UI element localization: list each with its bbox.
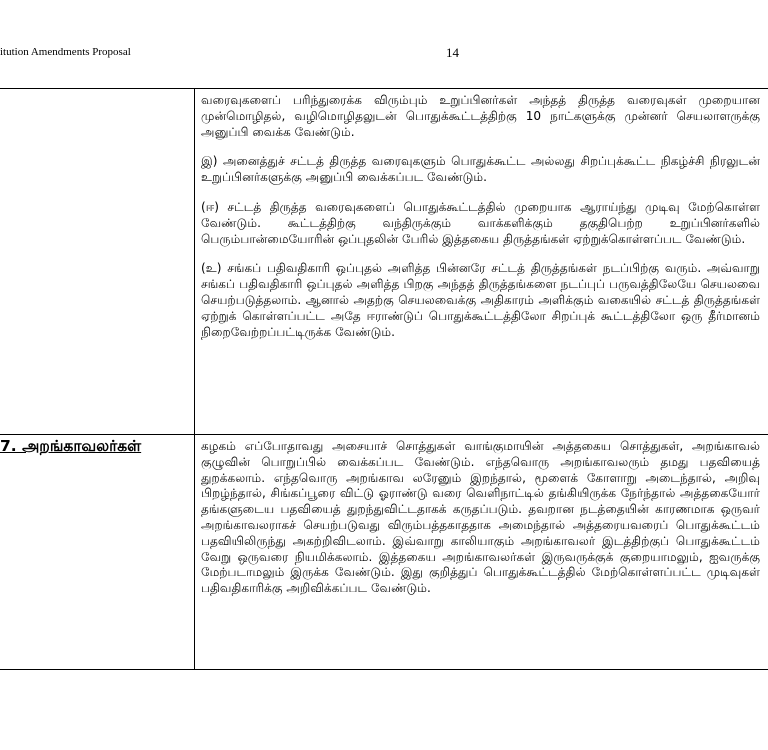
paragraph: (உ) சங்கப் பதிவதிகாரி ஒப்புதல் அளித்த பின்னரே சட்டத் திருத்தங்கள் நடப்பிற்கு வரும். அவ்வாறு சங்கப் பதிவதிகாரி ஒப்புதல் அளித்த பிறகு அந்தத் திருத்தங்களை நடப்புப் பருவத்திலேயே செயலவை செயற்படுத்தலாம். ஆனால் அதற்கு செயலவைக்கு அதிகாரம் அளிக்கும் வகையில் சட்டத் திருத்தங்கள் ஏற்றுக் கொள்ளப்பட்ட அதே ஈராண்டுப் பொதுக்கூட்டத்திலோ சிறப்புக் கூட்டத்திலோ ஒரு தீர்மானம் நிறைவேற்றப்பட்டிருக்க வேண்டும். (201, 261, 760, 339)
section-title (0, 89, 194, 91)
paragraph: வரைவுகளைப் பரிந்துரைக்க விரும்பும் உறுப்பினர்கள் அந்தத் திருத்த வரைவுகள் முறையான முன்மொழிதல், வழிமொழிதலுடன் பொதுக்கூட்டத்திற்கு 10 நாட்களுக்கு முன்னர் செயலாளருக்கு அனுப்பி வைக்க வேண்டும். (201, 93, 760, 139)
section-content-cell (195, 89, 768, 435)
section-title-cell (0, 435, 195, 670)
document-title: itution Amendments Proposal (0, 46, 131, 58)
table-row (0, 89, 768, 435)
section-title: 7. அறங்காவலர்கள் (0, 437, 142, 455)
section-title-cell (0, 89, 195, 435)
amendments-table (0, 88, 768, 670)
paragraph: (ஈ) சட்டத் திருத்த வரைவுகளைப் பொதுக்கூட்டத்தில் முறையாக ஆராய்ந்து முடிவு மேற்கொள்ள வேண்டும். கூட்டத்திற்கு வந்திருக்கும் வாக்களிக்கும் தகுதிபெற்ற உறுப்பினர்களில் பெரும்பான்மையோரின் ஒப்புதலின் பேரில் இத்தகைய திருத்தங்கள் ஏற்றுக்கொள்ளப்பட வேண்டும். (201, 199, 760, 246)
page-number: 14 (446, 45, 459, 60)
paragraph: கழகம் எப்போதாவது அசையாச் சொத்துகள் வாங்குமாயின் அத்தகைய சொத்துகள், அறங்காவல் குழுவின் பொறுப்பில் வைக்கப்பட வேண்டும். எந்தவொரு அறங்காவலரும் தமது பதவியைத் துறக்கலாம். எந்தவொரு அறங்காவ லரேனும் இறந்தால், மூளைக் கோளாறு அடைந்தால், அறிவு பிறழ்ந்தால், சிங்கப்பூரை விட்டு ஓராண்டு வரை வெளிநாட்டில் தங்கியிருக்க நேர்ந்தால் அத்தகையோர் தங்களுடைய பதவியைத் துறந்துவிட்டதாகக் கருதப்படும். தவறான நடத்தையின் காரணமாக ஒருவர் அறங்காவலராகச் செயற்படுவது விரும்பத்தகாததாக அமைந்தால் அத்தரையவரைப் பொதுக்கூட்டம் பதவியிலிருந்து அகற்றிவிடலாம். இவ்வாறு காலியாகும் அறங்காவலர் இடத்திற்குப் பொதுக்கூட்டம் வேறு ஒருவரை நியமிக்கலாம். இத்தகைய அறங்காவலர்கள் இருவருக்குக் குறையாமலும், ஐவருக்கு மேற்படாமலும் இருக்க வேண்டும். இது குறித்துப் பொதுக்கூட்டத்தில் மேற்கொள்ளப்பட்ட முடிவுகள் பதிவதிகாரிக்கு அறிவிக்கப்பட வேண்டும். (201, 439, 760, 596)
paragraph: இ) அனைத்துச் சட்டத் திருத்த வரைவுகளும் பொதுக்கூட்ட அல்லது சிறப்புக்கூட்ட நிகழ்ச்சி நிரலுடன் உறுப்பினர்களுக்கு அனுப்பி வைக்கப்பட வேண்டும். (201, 154, 760, 185)
section-content-cell (195, 435, 768, 670)
table-row (0, 435, 768, 670)
page-header (0, 46, 768, 62)
